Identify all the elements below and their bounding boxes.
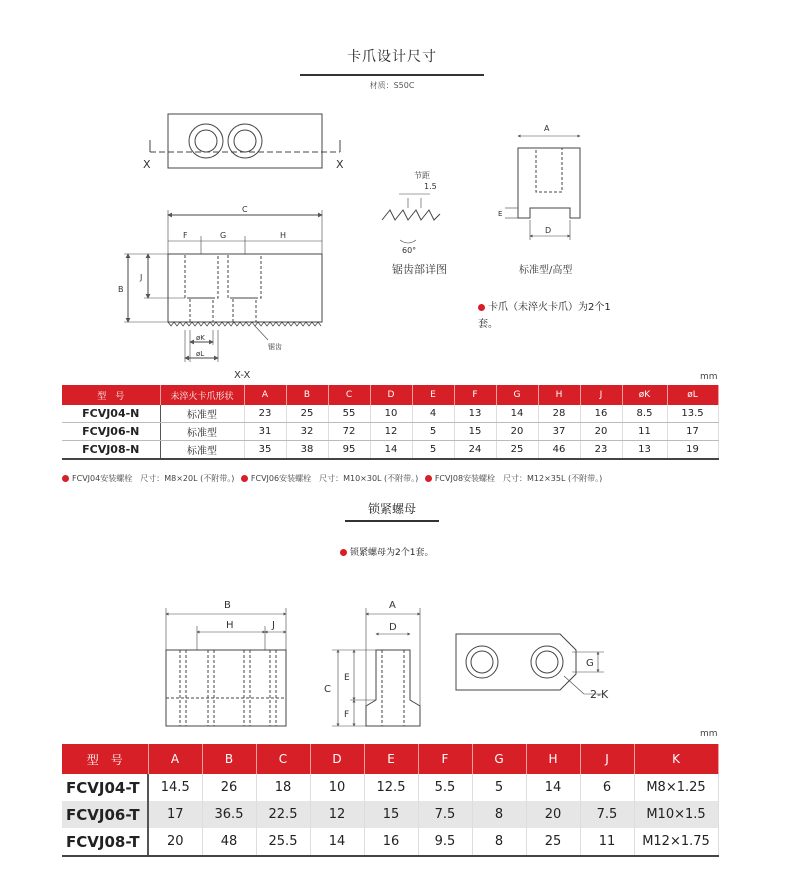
nut-dim-f-label: F — [344, 710, 350, 720]
table-cell: 5 — [472, 774, 526, 801]
sawtooth-label: 锯齿 — [268, 343, 282, 351]
table-cell: 5.5 — [418, 774, 472, 801]
header-cell: C — [256, 744, 310, 774]
table-header-row — [62, 385, 718, 405]
table-cell: 5 — [412, 441, 454, 460]
nut-note-text: 锁紧螺母为2个1套。 — [350, 548, 434, 558]
bolt-hole-2-inner — [234, 130, 256, 152]
sawtooth-edge — [168, 322, 321, 326]
title-underline — [345, 520, 439, 522]
bolt-hole-1-inner — [195, 130, 217, 152]
table-row — [62, 405, 718, 423]
table-cell: 14.5 — [148, 774, 202, 801]
dim-g-label: G — [220, 231, 227, 240]
table-cell: 20 — [148, 828, 202, 856]
nut-k-leader — [564, 676, 584, 694]
table-cell: 16 — [580, 405, 622, 423]
jaw-top-outline — [168, 114, 322, 168]
header-cell: E — [412, 385, 454, 405]
nut-dim-d-label: D — [389, 622, 397, 633]
table-cell: 12 — [370, 423, 412, 441]
table-row — [62, 828, 718, 856]
nut-dim-j-label: J — [272, 620, 275, 631]
table-cell: 标准型 — [160, 441, 244, 460]
nut-front-outline — [166, 650, 286, 726]
table-row — [62, 423, 718, 441]
bolt-bore-2 — [233, 298, 256, 322]
table-cell: 6 — [580, 774, 634, 801]
bolt-notes — [62, 473, 606, 484]
table-cell: 20 — [580, 423, 622, 441]
table-cell: 8 — [472, 801, 526, 828]
bolt-hole-1-outer — [189, 124, 223, 158]
table-cell: 32 — [286, 423, 328, 441]
table-cell: 13 — [622, 441, 667, 460]
header-cell: G — [472, 744, 526, 774]
tooth-detail-label: 锯齿部详图 — [392, 263, 447, 276]
dim-e-label: E — [498, 210, 503, 218]
cbore-2 — [228, 254, 261, 298]
table-row — [62, 441, 718, 460]
table-cell: 11 — [580, 828, 634, 856]
bolt-bore-1 — [190, 298, 213, 322]
table-cell: 25 — [496, 441, 538, 460]
tooth-detail — [382, 194, 440, 243]
dim-l-label: øL — [196, 350, 205, 358]
tooth-pitch-label: 节距 — [414, 171, 430, 180]
table-cell: 14 — [310, 828, 364, 856]
dim-f-label: F — [183, 231, 188, 240]
model-cell: FCVJ08-N — [62, 441, 160, 460]
table-cell: 95 — [328, 441, 370, 460]
table-cell: 9.5 — [418, 828, 472, 856]
table-cell: 37 — [538, 423, 580, 441]
table-cell: 19 — [667, 441, 718, 460]
bolt-note: FCVJ04安装螺栓 尺寸：M8×20L (不附带。) — [62, 474, 234, 483]
header-cell: H — [526, 744, 580, 774]
table-cell: 23 — [244, 405, 286, 423]
table-cell: 7.5 — [580, 801, 634, 828]
nut-dim-b-label: B — [224, 600, 231, 611]
dim-a-label: A — [544, 124, 550, 133]
table-cell: 12.5 — [364, 774, 418, 801]
nut-hole-1-inner — [471, 651, 493, 673]
table-cell: 17 — [667, 423, 718, 441]
dim-c-label: C — [242, 205, 248, 214]
dim-j-label: J — [140, 273, 143, 282]
material-label: 材质：S50C — [369, 81, 415, 90]
table-cell: 16 — [364, 828, 418, 856]
header-cell: øL — [667, 385, 718, 405]
nut-dim-e-label: E — [344, 673, 350, 683]
section-label: X-X — [234, 370, 251, 381]
table-cell: 28 — [538, 405, 580, 423]
unit-label: mm — [700, 372, 718, 382]
model-cell: FCVJ08-T — [62, 828, 148, 856]
tooth-profile — [382, 210, 440, 220]
bolt-hole-2-outer — [228, 124, 262, 158]
table-cell: 38 — [286, 441, 328, 460]
table-header-row — [62, 744, 718, 774]
standard-bore — [536, 148, 562, 192]
tooth-pitch-value: 1.5 — [424, 182, 437, 191]
nut-section-title: 锁紧螺母 — [367, 502, 416, 516]
nut-dim-c-label: C — [324, 684, 331, 695]
table-cell: 46 — [538, 441, 580, 460]
table-cell: 18 — [256, 774, 310, 801]
header-cell: A — [148, 744, 202, 774]
bullet-icon — [241, 475, 248, 482]
header-cell: J — [580, 744, 634, 774]
table-cell: 20 — [526, 801, 580, 828]
dim-b-label: B — [118, 285, 124, 294]
table-cell: 31 — [244, 423, 286, 441]
tooth-angle-label: 60° — [402, 246, 417, 255]
table-cell: 4 — [412, 405, 454, 423]
header-cell: B — [286, 385, 328, 405]
sawtooth-leader — [255, 326, 268, 340]
table-cell: 15 — [364, 801, 418, 828]
table-cell: 15 — [454, 423, 496, 441]
nut-hole-2-inner — [536, 651, 558, 673]
header-cell: E — [364, 744, 418, 774]
table-cell: 标准型 — [160, 423, 244, 441]
bolt-note: FCVJ06安装螺栓 尺寸：M10×30L (不附带。) — [241, 474, 418, 483]
table-cell: 20 — [496, 423, 538, 441]
jaw-note-text: 卡爪（未淬火卡爪）为2个1套。 — [478, 302, 611, 330]
table-cell: 12 — [310, 801, 364, 828]
header-cell: A — [244, 385, 286, 405]
bullet-icon — [62, 475, 69, 482]
table-cell: 26 — [202, 774, 256, 801]
table-cell: 11 — [622, 423, 667, 441]
header-cell: F — [418, 744, 472, 774]
table-cell: 25 — [286, 405, 328, 423]
bullet-icon — [340, 549, 347, 556]
table-cell: 17 — [148, 801, 202, 828]
table-cell: 8 — [472, 828, 526, 856]
standard-type-view — [505, 136, 580, 240]
table-cell: 8.5 — [622, 405, 667, 423]
bullet-icon — [478, 304, 485, 311]
cbore-1 — [185, 254, 218, 298]
jaw-note — [478, 299, 618, 333]
table-row — [62, 774, 718, 801]
table-cell: 5 — [412, 423, 454, 441]
header-cell: B — [202, 744, 256, 774]
header-cell: øK — [622, 385, 667, 405]
model-cell: FCVJ06-N — [62, 423, 160, 441]
header-cell: D — [310, 744, 364, 774]
jaw-section-outline — [168, 254, 322, 322]
header-cell: D — [370, 385, 412, 405]
dim-h-label: H — [280, 231, 287, 240]
table-cell: 标准型 — [160, 405, 244, 423]
nut-dim-h-label: H — [226, 620, 234, 631]
table-cell: 25.5 — [256, 828, 310, 856]
table-cell: 25 — [526, 828, 580, 856]
nut-dim-k-label: 2-K — [590, 688, 609, 701]
table-cell: 7.5 — [418, 801, 472, 828]
table-cell: 48 — [202, 828, 256, 856]
nut-top-view — [456, 634, 604, 694]
table-cell: 24 — [454, 441, 496, 460]
bolt-note: FCVJ08安装螺栓 尺寸：M12×35L (不附带。) — [425, 474, 602, 483]
header-cell: 未淬火卡爪形状 — [160, 385, 244, 405]
x-marker-right: X — [336, 158, 344, 171]
table-cell: 22.5 — [256, 801, 310, 828]
table-cell: 23 — [580, 441, 622, 460]
angle-arc — [400, 240, 416, 243]
header-cell: K — [634, 744, 718, 774]
nut-note — [340, 545, 433, 558]
header-cell: H — [538, 385, 580, 405]
nut-dim-a-label: A — [389, 600, 396, 611]
model-cell: FCVJ06-T — [62, 801, 148, 828]
x-marker-left: X — [143, 158, 151, 171]
table-cell: 55 — [328, 405, 370, 423]
table-cell: 10 — [370, 405, 412, 423]
table-cell: 14 — [370, 441, 412, 460]
standard-outline — [518, 148, 580, 218]
table-cell: 72 — [328, 423, 370, 441]
table-cell: 14 — [526, 774, 580, 801]
unit-label: mm — [700, 729, 718, 739]
standard-type-label: 标准型/高型 — [519, 265, 573, 276]
table-cell: M10×1.5 — [634, 801, 718, 828]
header-cell: 型 号 — [62, 744, 148, 774]
nut-dim-g-label: G — [586, 658, 594, 669]
jaw-section-title: 卡爪设计尺寸 — [347, 49, 437, 65]
nut-spec-table — [62, 744, 719, 857]
table-cell: M8×1.25 — [634, 774, 718, 801]
nut-side-outline — [366, 650, 420, 726]
header-cell: 型 号 — [62, 385, 160, 405]
header-cell: C — [328, 385, 370, 405]
bullet-icon — [425, 475, 432, 482]
table-cell: 10 — [310, 774, 364, 801]
model-cell: FCVJ04-N — [62, 405, 160, 423]
table-cell: 13.5 — [667, 405, 718, 423]
table-cell: 36.5 — [202, 801, 256, 828]
model-cell: FCVJ04-T — [62, 774, 148, 801]
jaw-spec-table — [62, 385, 719, 460]
header-cell: G — [496, 385, 538, 405]
dim-d-label: D — [545, 226, 552, 235]
header-cell: J — [580, 385, 622, 405]
jaw-top-view — [150, 114, 340, 168]
header-cell: F — [454, 385, 496, 405]
table-cell: M12×1.75 — [634, 828, 718, 856]
table-row — [62, 801, 718, 828]
table-cell: 14 — [496, 405, 538, 423]
dim-k-label: øK — [196, 334, 205, 342]
nut-side-view — [332, 608, 420, 726]
table-cell: 13 — [454, 405, 496, 423]
table-cell: 35 — [244, 441, 286, 460]
